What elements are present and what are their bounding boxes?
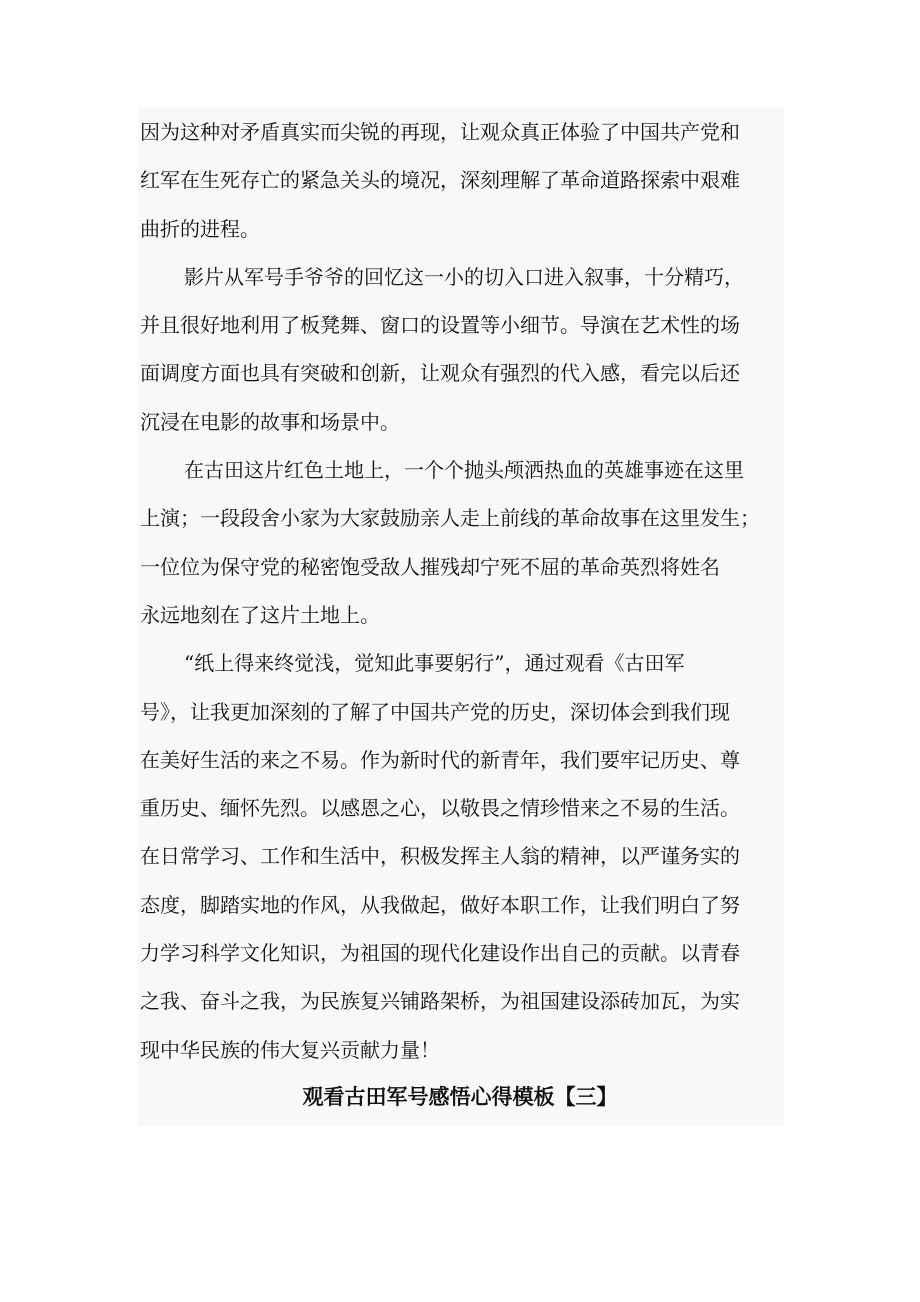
text-line: 力学习科学文化知识，为祖国的现代化建设作出自己的贡献。以青春 bbox=[140, 941, 740, 966]
paragraph-3 bbox=[140, 446, 784, 639]
text-line: 并且很好地利用了板凳舞、窗口的设置等小细节。导演在艺术性的场 bbox=[140, 313, 740, 338]
section-heading: 观看古田军号感悟心得模板【三】 bbox=[302, 1084, 618, 1109]
text-line: 在美好生活的来之不易。作为新时代的新青年，我们要牢记历史、尊 bbox=[140, 747, 740, 772]
text-line: 曲折的进程。 bbox=[140, 216, 260, 241]
text-line: 在古田这片红色土地上，一个个抛头颅洒热血的英雄事迹在这里 bbox=[184, 458, 744, 483]
text-line: 在日常学习、工作和生活中，积极发挥主人翁的精神，以严谨务实的 bbox=[140, 844, 740, 869]
text-line: 沉浸在电影的故事和场景中。 bbox=[140, 409, 400, 434]
text-line: “纸上得来终觉浅，觉知此事要躬行”，通过观看《古田军 bbox=[184, 651, 685, 676]
text-line: 面调度方面也具有突破和创新，让观众有强烈的代入感，看完以后还 bbox=[140, 361, 740, 386]
text-line: 上演；一段段舍小家为大家鼓励亲人走上前线的革命故事在这里发生； bbox=[140, 506, 760, 531]
text-line: 永远地刻在了这片土地上。 bbox=[140, 602, 380, 627]
text-line: 之我、奋斗之我，为民族复兴铺路架桥，为祖国建设添砖加瓦，为实 bbox=[140, 989, 740, 1014]
text-line: 因为这种对矛盾真实而尖锐的再现，让观众真正体验了中国共产党和 bbox=[140, 120, 740, 144]
text-line: 现中华民族的伟大复兴贡献力量！ bbox=[140, 1037, 440, 1062]
paragraph-4 bbox=[140, 639, 784, 1074]
text-line: 号》，让我更加深刻的了解了中国共产党的历史，深切体会到我们现 bbox=[140, 699, 730, 724]
text-line: 重历史、缅怀先烈。以感恩之心，以敬畏之情珍惜来之不易的生活。 bbox=[140, 796, 740, 821]
text-line: 影片从军号手爷爷的回忆这一小的切入口进入叙事，十分精巧， bbox=[184, 264, 744, 289]
text-line: 红军在生死存亡的紧急关头的境况，深刻理解了革命道路探索中艰难 bbox=[140, 168, 740, 193]
paragraph-2 bbox=[140, 253, 784, 446]
text-line: 态度，脚踏实地的作风，从我做起，做好本职工作，让我们明白了努 bbox=[140, 892, 740, 917]
document-body bbox=[138, 108, 784, 1126]
paragraph-1 bbox=[140, 108, 784, 253]
text-line: 一位位为保守党的秘密饱受敌人摧残却宁死不屈的革命英烈将姓名 bbox=[140, 554, 720, 579]
